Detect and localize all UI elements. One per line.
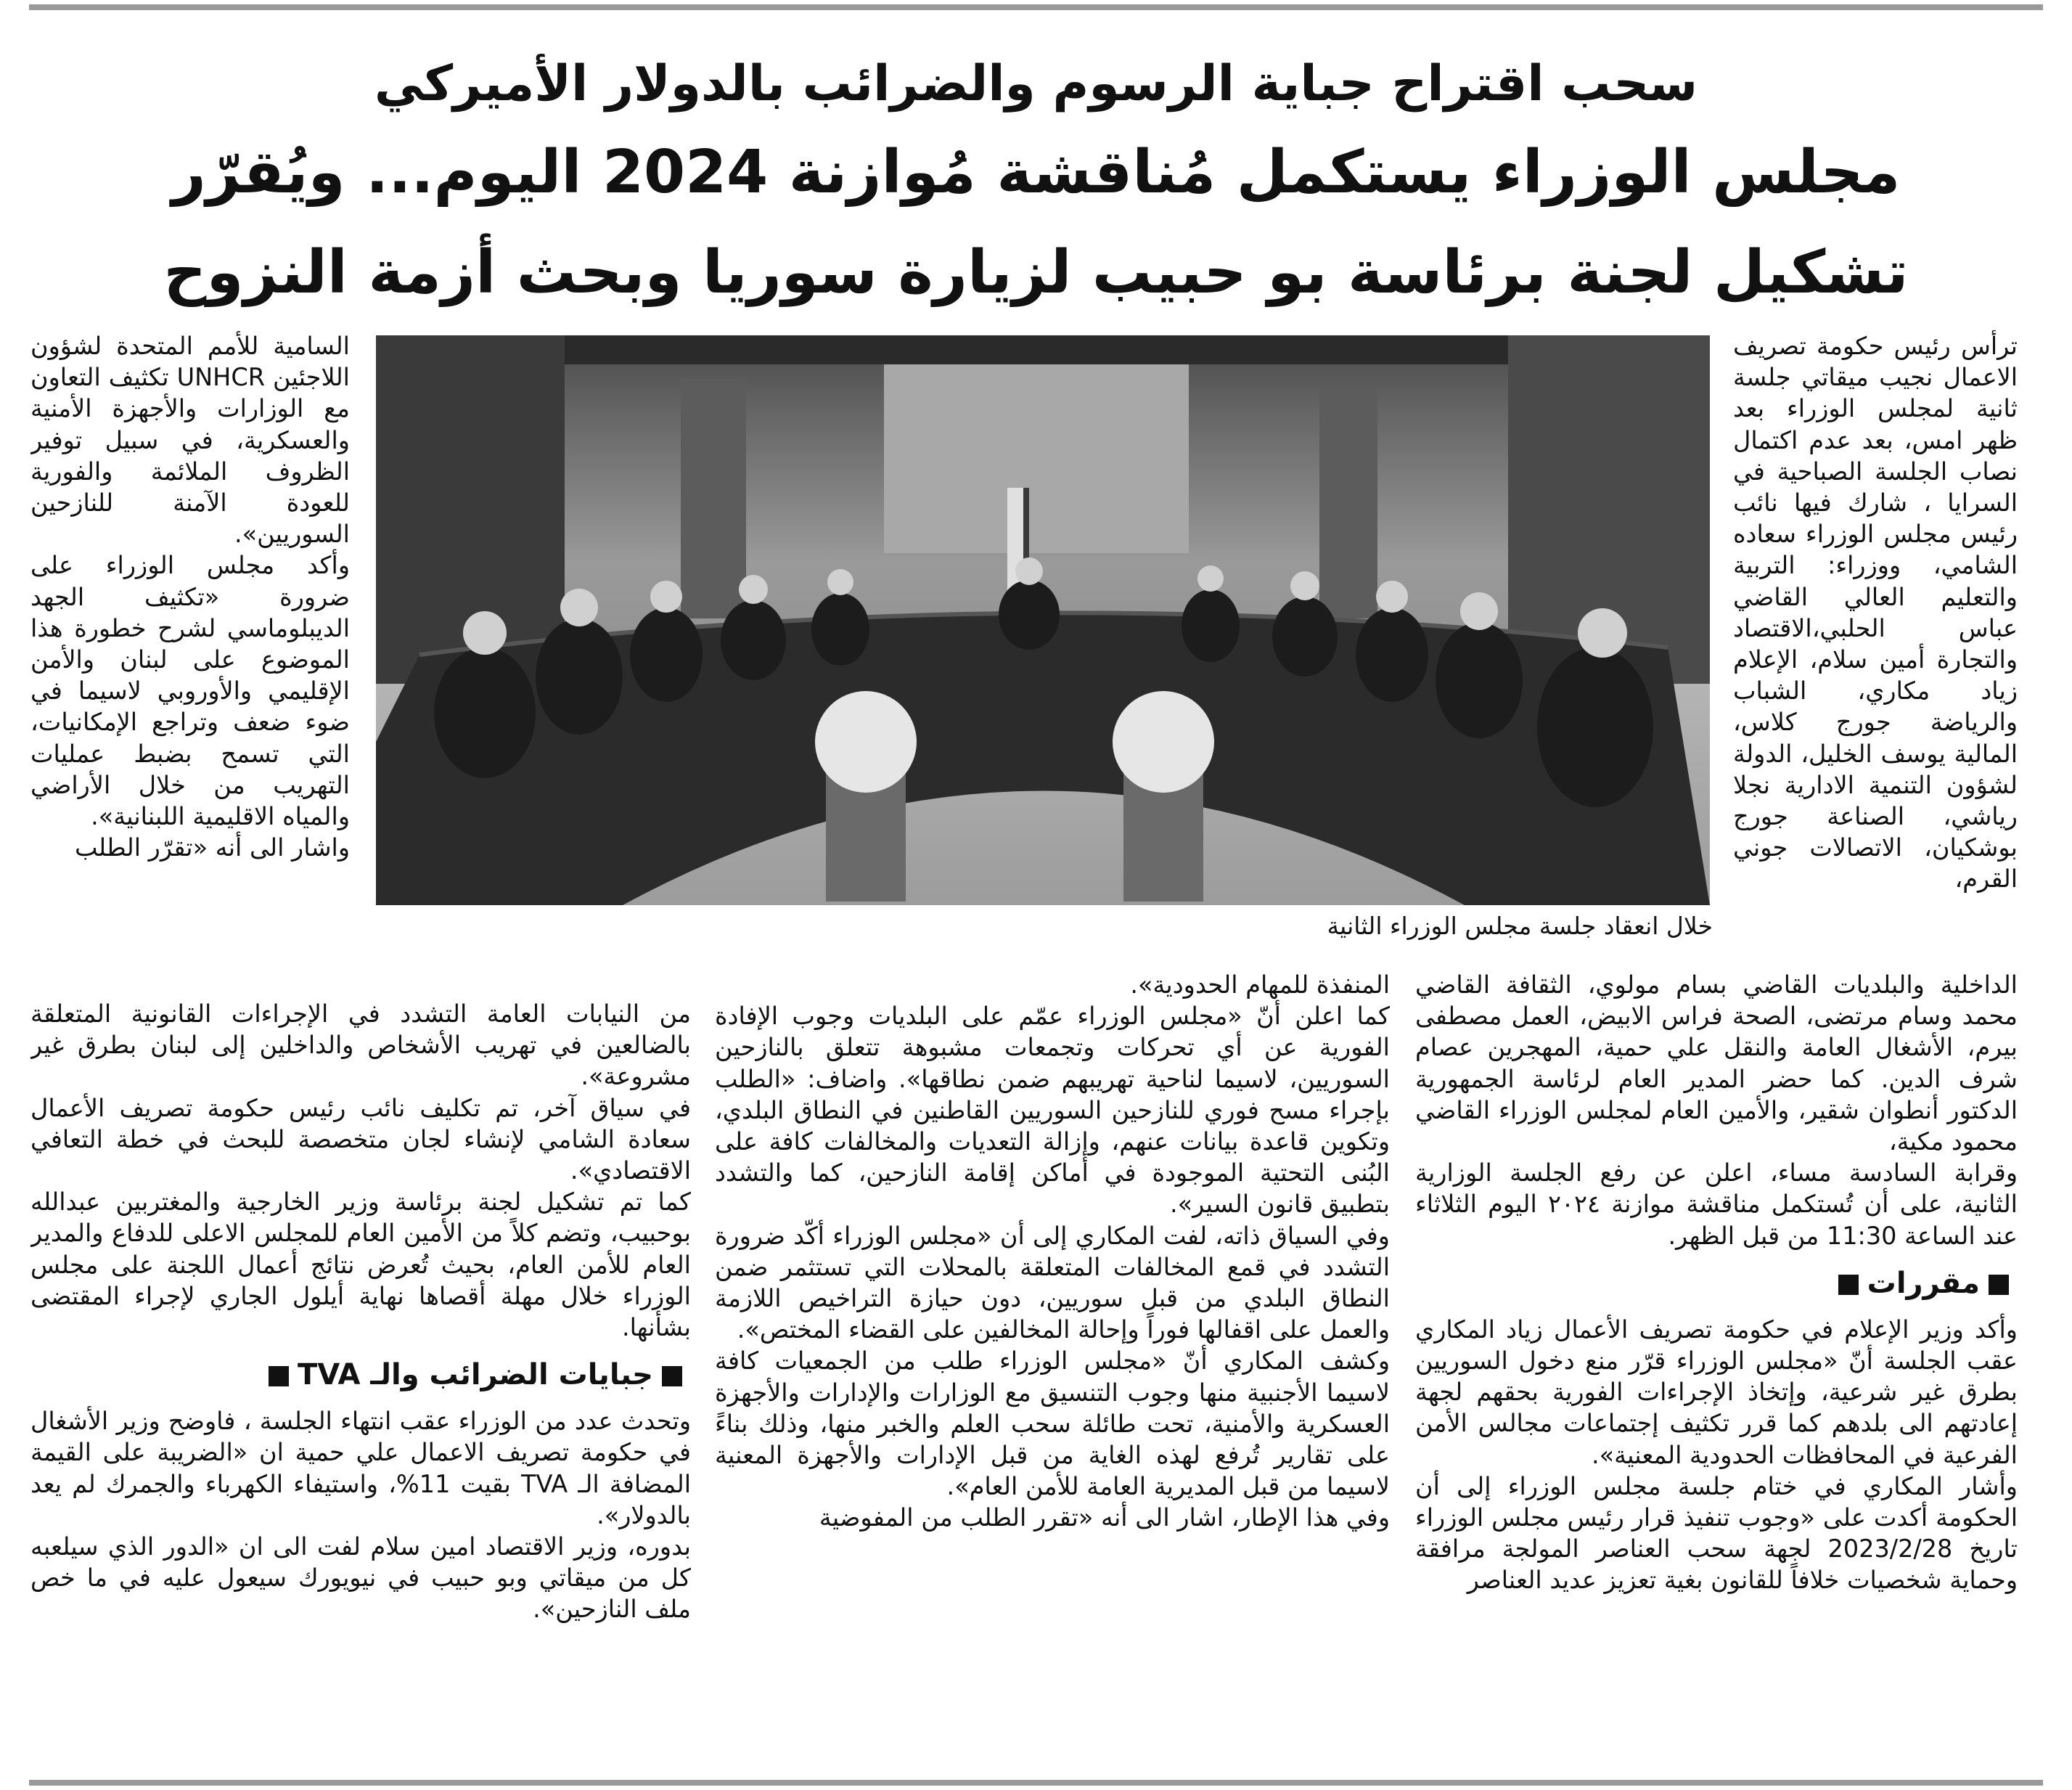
article-paragraph: كما تم تشكيل لجنة برئاسة وزير الخارجية والمغتربين عبدالله بوحبيب، وتضم كلاً من الأمين العام للمجلس الاعلى للدفاع والمدير العام للأمن العام، بحيث تُعرض نتائج أعمال اللجنة على مجلس الوزراء خلال مهلة أقصاها نهاية أيلول الجاري لإجراء المقتضى بشأنها.	[30, 1188, 691, 1342]
square-bullet-icon	[1838, 1275, 1859, 1295]
article-col-left-bottom	[30, 998, 691, 1767]
article-paragraph: وكشف المكاري أنّ «مجلس الوزراء طلب من الجمعيات كافة لاسيما الأجنبية منها وجوب التنسيق مع الوزارات والإدارات والأجهزة العسكرية والأمنية، تحت طائلة سحب العلم والخبر منها، وذلك بناءً على تقارير تُرفع لهذه الغاية من قبل الإدارات والأجهزة المعنية لاسيما من قبل المديرية العامة للأمن العام».	[715, 1346, 1390, 1501]
article-paragraph: وأكد وزير الإعلام في حكومة تصريف الأعمال زياد المكاري عقب الجلسة أنّ «مجلس الوزراء قرّر منع دخول السوريين بطرق غير شرعية، وإتخاذ الإجراءات الفورية بحقهم لجهة إعادتهم الى بلدهم كما قرر تكثيف إجتماعات مجالس الأمن الفرعية في المحافظات الحدودية المعنية».	[1415, 1315, 2018, 1469]
article-col-left-top	[30, 330, 350, 987]
section-subhead-taxes: جبايات الضرائب والـ TVA	[30, 1352, 691, 1398]
article-paragraph: المنفذة للمهام الحدودية».	[1130, 970, 1390, 999]
article-paragraph: وأكد مجلس الوزراء على ضرورة «تكثيف الجهد الديبلوماسي لشرح خطورة هذا الموضوع على لبنان والأمن الإقليمي والأوروبي لاسيما في ضوء ضعف وتراجع الإمكانيات، التي تسمح بضبط عمليات التهريب من خلال الأراضي والمياه الاقليمية اللبنانية».	[30, 551, 350, 831]
article-col-middle	[715, 969, 1390, 1767]
headline-main-line1: مجلس الوزراء يستكمل مُناقشة مُوازنة 2024 اليوم... ويُقرّر	[171, 138, 1901, 207]
bottom-rule	[29, 1780, 2043, 1786]
article-paragraph: من النيابات العامة التشدد في الإجراءات القانونية المتعلقة بالضالعين في تهريب الأشخاص والداخلين إلى لبنان بطرق غير مشروعة».	[30, 1000, 691, 1091]
article-col-right-bottom	[1415, 969, 2018, 1767]
top-rule	[29, 4, 2043, 10]
article-paragraph: وقرابة السادسة مساء، اعلن عن رفع الجلسة الوزارية الثانية، على أن تُستكمل مناقشة موازنة ٢٠٢٤ اليوم الثلاثاء عند الساعة 11:30 من قبل الظهر.	[1415, 1158, 2018, 1250]
article-paragraph: الداخلية والبلديات القاضي بسام مولوي، الثقافة القاضي محمد وسام مرتضى، الصحة فراس الابيض، العمل مصطفى بيرم، الأشغال العامة والنقل علي حمية، المهجرين عصام شرف الدين. كما حضر المدير العام لرئاسة الجمهورية الدكتور أنطوان شقير، والأمين العام لمجلس الوزراء القاضي محمود مكية،	[1415, 970, 2018, 1156]
article-paragraph: واشار الى أنه «تقرّر الطلب	[75, 833, 350, 862]
article-paragraph: وأشار المكاري في ختام جلسة مجلس الوزراء إلى أن الحكومة أكدت على «وجوب تنفيذ قرار رئيس مجلس الوزراء تاريخ 2023/2/28 لجهة سحب العناصر المولجة مرافقة وحماية شخصيات خلافاً للقانون بغية تعزيز عديد العناصر	[1415, 1471, 2018, 1595]
cabinet-session-photo	[376, 335, 1710, 905]
section-subhead-decisions: مقررات	[1415, 1260, 2018, 1307]
square-bullet-icon	[1989, 1275, 2009, 1295]
photo-caption: خلال انعقاد جلسة مجلس الوزراء الثانية	[1327, 912, 1713, 940]
article-paragraph: كما اعلن أنّ «مجلس الوزراء عمّم على البلديات وجوب الإفادة الفورية عن أي تحركات وتجمعات مشبوهة تتعلق بالنازحين السوريين، لاسيما لناحية تهريبهم ضمن نطاقها». واضاف: «الطلب بإجراء مسح فوري للنازحين السوريين القاطنين في النطاق البلدي، وتكوين قاعدة بيانات عنهم، وإزالة التعديات والمخالفات كافة على البُنى التحتية الموجودة في أماكن إقامة النازحين، كما والتشدد بتطبيق قانون السير».	[715, 1002, 1390, 1219]
headline-kicker: سحب اقتراح جباية الرسوم والضرائب بالدولار الأميركي	[374, 55, 1698, 113]
square-bullet-icon	[662, 1366, 682, 1386]
article-paragraph: بدوره، وزير الاقتصاد امين سلام لفت الى ان «الدور الذي سيلعبه كل من ميقاتي وبو حبيب في نيويورك سيعول عليه في ما خص ملف النازحين».	[30, 1532, 691, 1624]
article-paragraph: وفي هذا الإطار، اشار الى أنه «تقرر الطلب من المفوضية	[819, 1503, 1390, 1532]
square-bullet-icon	[269, 1366, 289, 1386]
article-col-right-top	[1733, 330, 2018, 962]
article-paragraph: في سياق آخر، تم تكليف نائب رئيس حكومة تصريف الأعمال سعادة الشامي لإنشاء لجان متخصصة للبحث في خطة التعافي الاقتصادي».	[30, 1093, 691, 1185]
article-paragraph: وتحدث عدد من الوزراء عقب انتهاء الجلسة ، فاوضح وزير الأشغال في حكومة تصريف الاعمال علي حمية ان «الضريبة على القيمة المضافة الـ TVA بقيت 11%، واستيفاء الكهرباء والجمرك لم يعد بالدولار».	[30, 1407, 691, 1529]
article-paragraph: وفي السياق ذاته، لفت المكاري إلى أن «مجلس الوزراء أكّد ضرورة التشدد في قمع المخالفات المتعلقة بالمحلات التي تستثمر ضمن النطاق البلدي من قبل سوريين، دون حيازة التراخيص اللازمة والعمل على اقفالها فوراً وإحالة المخالفين على القضاء المختص».	[715, 1221, 1390, 1344]
article-paragraph: ترأس رئيس حكومة تصريف الاعمال نجيب ميقاتي جلسة ثانية لمجلس الوزراء بعد ظهر امس، بعد عدم اكتمال نصاب الجلسة الصباحية في السرايا ، شارك فيها نائب رئيس مجلس الوزراء سعاده الشامي، ووزراء: التربية والتعليم العالي القاضي عباس الحلبي،الاقتصاد والتجارة أمين سلام، الإعلام زياد مكاري، الشباب والرياضة جورج كلاس، المالية يوسف الخليل، الدولة لشؤون التنمية الادارية نجلا رياشي، الصناعة جورج بوشكيان، الاتصالات جوني القرم،	[1733, 332, 2018, 894]
headline-main-line2: تشكيل لجنة برئاسة بو حبيب لزيارة سوريا وبحث أزمة النزوح	[163, 238, 1909, 307]
article-paragraph: السامية للأمم المتحدة لشؤون اللاجئين UNHCR تكثيف التعاون مع الوزارات والأجهزة الأمنية والعسكرية، في سبيل توفير الظروف الملائمة والفورية للعودة الآمنة للنازحين السوريين».	[30, 332, 350, 549]
